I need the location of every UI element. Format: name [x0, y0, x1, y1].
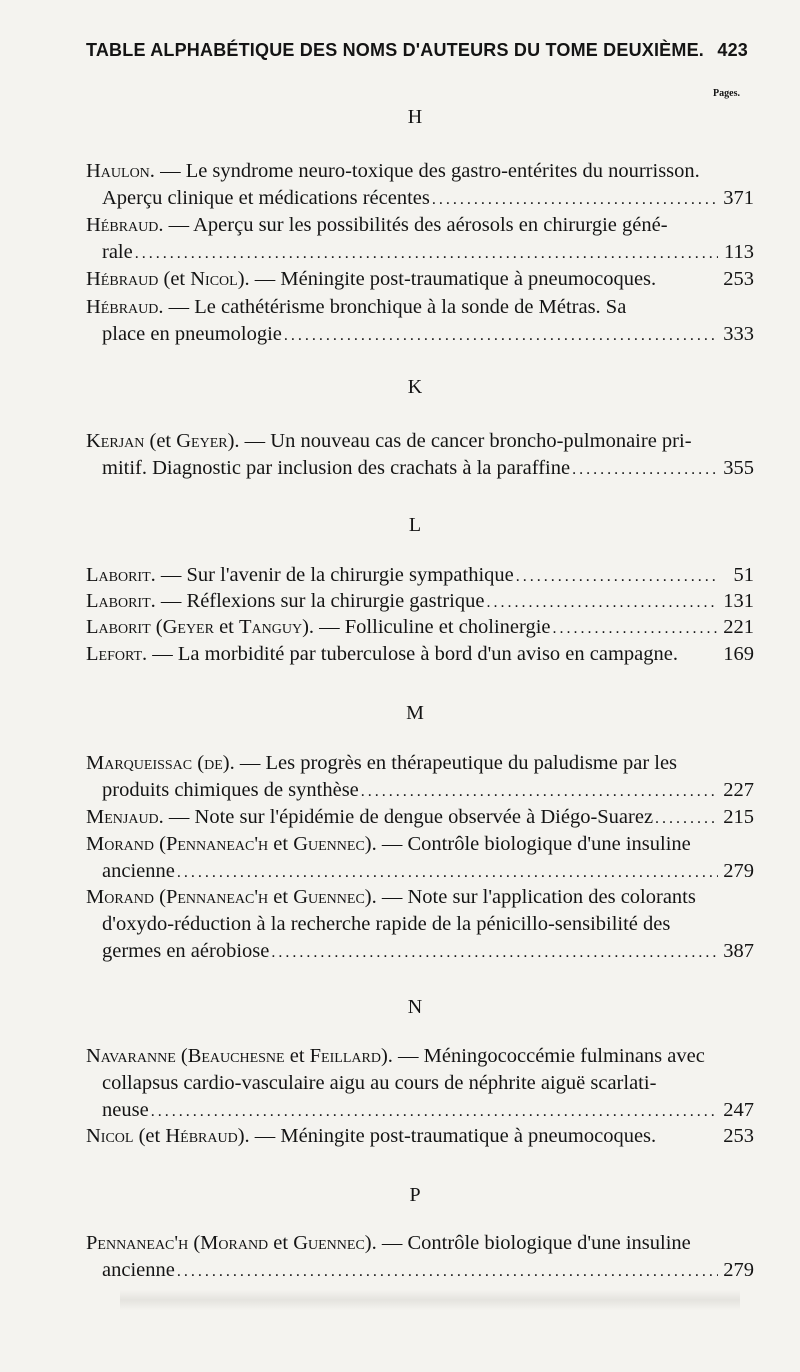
index-entry	[86, 614, 754, 642]
entry-title-continued: mitif. Diagnostic par inclusion des crachats à la paraffine	[102, 457, 571, 479]
author-name: Laborit.	[86, 590, 156, 612]
leader-dots	[486, 589, 718, 616]
author-name: Laborit	[86, 616, 151, 638]
coauthor-name: Morand	[200, 1232, 269, 1254]
section-letter-m: M	[406, 702, 424, 724]
name-particle: de	[204, 752, 223, 774]
coauthor-name: Nicol	[190, 268, 238, 290]
leader-dots	[572, 456, 718, 483]
entry-text: (	[180, 1045, 188, 1067]
author-name: Navaranne	[86, 1045, 176, 1067]
page-ref: 247	[723, 1099, 754, 1121]
entry-title: ). — Contrôle biologique d'une insuline	[364, 1232, 691, 1254]
index-entry	[86, 1123, 754, 1151]
entry-title-continued: ancienne	[102, 860, 175, 882]
leader-dots	[553, 615, 719, 642]
leader-dots	[177, 859, 718, 886]
coauthor-name: Pennaneac'h	[165, 886, 269, 908]
author-name: Pennaneac'h	[86, 1232, 189, 1254]
entry-text: (et	[163, 268, 186, 290]
coauthor-name: Geyer	[176, 430, 228, 452]
entry-title-continued: place en pneumologie	[102, 323, 282, 345]
index-entry	[86, 884, 754, 966]
section-letter-n: N	[407, 996, 423, 1018]
running-header	[86, 40, 748, 61]
entry-title-continued: germes en aérobiose	[102, 940, 270, 962]
coauthor-name: Guennec	[293, 886, 365, 908]
entry-title: ). — Folliculine et cholinergie	[302, 616, 551, 638]
coauthor-name: Guennec	[293, 1232, 365, 1254]
entry-title: ). — Les progrès en thérapeutique du paludisme par les	[222, 752, 678, 774]
entry-title-continued: rale	[102, 241, 133, 263]
entry-title: ). — Contrôle biologique d'une insuline	[364, 833, 691, 855]
index-entry	[86, 1230, 754, 1285]
coauthor-name: Geyer	[162, 616, 214, 638]
author-name: Haulon.	[86, 160, 155, 182]
entry-text: (	[159, 833, 166, 855]
bleed-through-shadow	[120, 1290, 740, 1310]
author-name: Marqueissac	[86, 752, 193, 774]
leader-dots	[151, 1098, 718, 1125]
section-letter-k: K	[407, 376, 423, 398]
entry-title: — La morbidité par tuberculose à bord d'un aviso en campagne.	[152, 643, 678, 665]
author-name: Hébraud.	[86, 296, 164, 318]
index-entry	[86, 1043, 754, 1125]
entry-title: — Note sur l'épidémie de dengue observée à Diégo-Suarez	[168, 806, 654, 828]
entry-title: ). — Méningite post-traumatique à pneumocoques.	[237, 1125, 657, 1147]
entry-text: (	[197, 752, 205, 774]
index-entry	[86, 266, 754, 294]
leader-dots	[655, 805, 718, 832]
author-name: Hébraud.	[86, 214, 164, 236]
page-ref: 51	[733, 564, 754, 586]
page-ref: 279	[723, 1259, 754, 1281]
index-entry	[86, 750, 754, 805]
index-entry	[86, 804, 754, 832]
entry-title: — Aperçu sur les possibilités des aérosols en chirurgie géné-	[168, 214, 668, 236]
entry-title-continued: collapsus cardio-vasculaire aigu au cours de néphrite aiguë scarlati-	[102, 1072, 657, 1094]
entry-text: et	[273, 833, 289, 855]
entry-text: (et	[138, 1125, 161, 1147]
leader-dots	[361, 778, 718, 805]
leader-dots	[177, 1258, 718, 1285]
leader-dots	[284, 322, 718, 349]
author-name: Lefort.	[86, 643, 148, 665]
entry-title: ). — Méningite post-traumatique à pneumocoques.	[237, 268, 657, 290]
author-name: Nicol	[86, 1125, 134, 1147]
section-letter-p: P	[409, 1184, 421, 1206]
page-ref: 355	[723, 457, 754, 479]
entry-text: (et	[149, 430, 172, 452]
index-entry	[86, 641, 754, 669]
entry-title: ). — Méningococcémie fulminans avec	[380, 1045, 705, 1067]
author-name: Kerjan	[86, 430, 145, 452]
page-ref: 169	[723, 643, 754, 665]
index-entry	[86, 158, 754, 213]
coauthor-name: Pennaneac'h	[165, 833, 269, 855]
section-letter-l: L	[408, 514, 422, 536]
pages-column-label: Pages.	[713, 88, 740, 99]
index-entry	[86, 562, 754, 590]
coauthor-name: Tanguy	[239, 616, 303, 638]
entry-title: — Sur l'avenir de la chirurgie sympathique	[160, 564, 514, 586]
entry-title-continued: produits chimiques de synthèse	[102, 779, 359, 801]
index-entry	[86, 588, 754, 616]
coauthor-name: Beauchesne	[187, 1045, 285, 1067]
author-name: Menjaud.	[86, 806, 164, 828]
leader-dots	[135, 240, 718, 267]
page-ref: 387	[723, 940, 754, 962]
index-entry	[86, 831, 754, 886]
entry-text: (	[193, 1232, 201, 1254]
author-name: Morand	[86, 886, 155, 908]
index-entry	[86, 428, 754, 483]
author-name: Hébraud	[86, 268, 159, 290]
author-name: Morand	[86, 833, 155, 855]
page-ref: 333	[723, 323, 754, 345]
page-ref: 253	[723, 268, 754, 290]
entry-title: — Le cathétérisme bronchique à la sonde de Métras. Sa	[168, 296, 627, 318]
index-entry	[86, 212, 754, 267]
author-name: Laborit.	[86, 564, 156, 586]
leader-dots	[432, 186, 718, 213]
section-letter-h: H	[407, 106, 423, 128]
coauthor-name: Guennec	[293, 833, 365, 855]
coauthor-name: Hébraud	[165, 1125, 238, 1147]
entry-title-continued: neuse	[102, 1099, 149, 1121]
page-ref: 215	[723, 806, 754, 828]
header-title: TABLE ALPHABÉTIQUE DES NOMS D'AUTEURS DU TOME DEUXIÈME.	[86, 40, 704, 60]
page-ref: 113	[724, 241, 754, 263]
page-ref: 221	[723, 616, 754, 638]
entry-title-continued: d'oxydo-réduction à la recherche rapide de la pénicillo-sensibilité des	[102, 913, 671, 935]
page-ref: 253	[723, 1125, 754, 1147]
entry-text: et	[289, 1045, 305, 1067]
page-ref: 279	[723, 860, 754, 882]
entry-text: et	[273, 1232, 289, 1254]
page-ref: 131	[723, 590, 754, 612]
entry-title: ). — Un nouveau cas de cancer broncho-pulmonaire pri-	[227, 430, 692, 452]
entry-text: et	[273, 886, 289, 908]
entry-text: (	[159, 886, 166, 908]
leader-dots	[516, 563, 718, 590]
entry-text: (	[155, 616, 163, 638]
entry-title-continued: Aperçu clinique et médications récentes	[102, 187, 430, 209]
coauthor-name: Feillard	[309, 1045, 381, 1067]
entry-title: — Le syndrome neuro-toxique des gastro-entérites du nourrisson.	[160, 160, 700, 182]
page-ref: 371	[723, 187, 754, 209]
entry-title: ). — Note sur l'application des colorants	[364, 886, 696, 908]
header-page-number: 423	[717, 40, 748, 60]
leader-dots	[271, 939, 718, 966]
entry-text: et	[219, 616, 234, 638]
entry-title-continued: ancienne	[102, 1259, 175, 1281]
page-ref: 227	[723, 779, 754, 801]
index-entry	[86, 294, 754, 349]
entry-title: — Réflexions sur la chirurgie gastrique	[160, 590, 485, 612]
